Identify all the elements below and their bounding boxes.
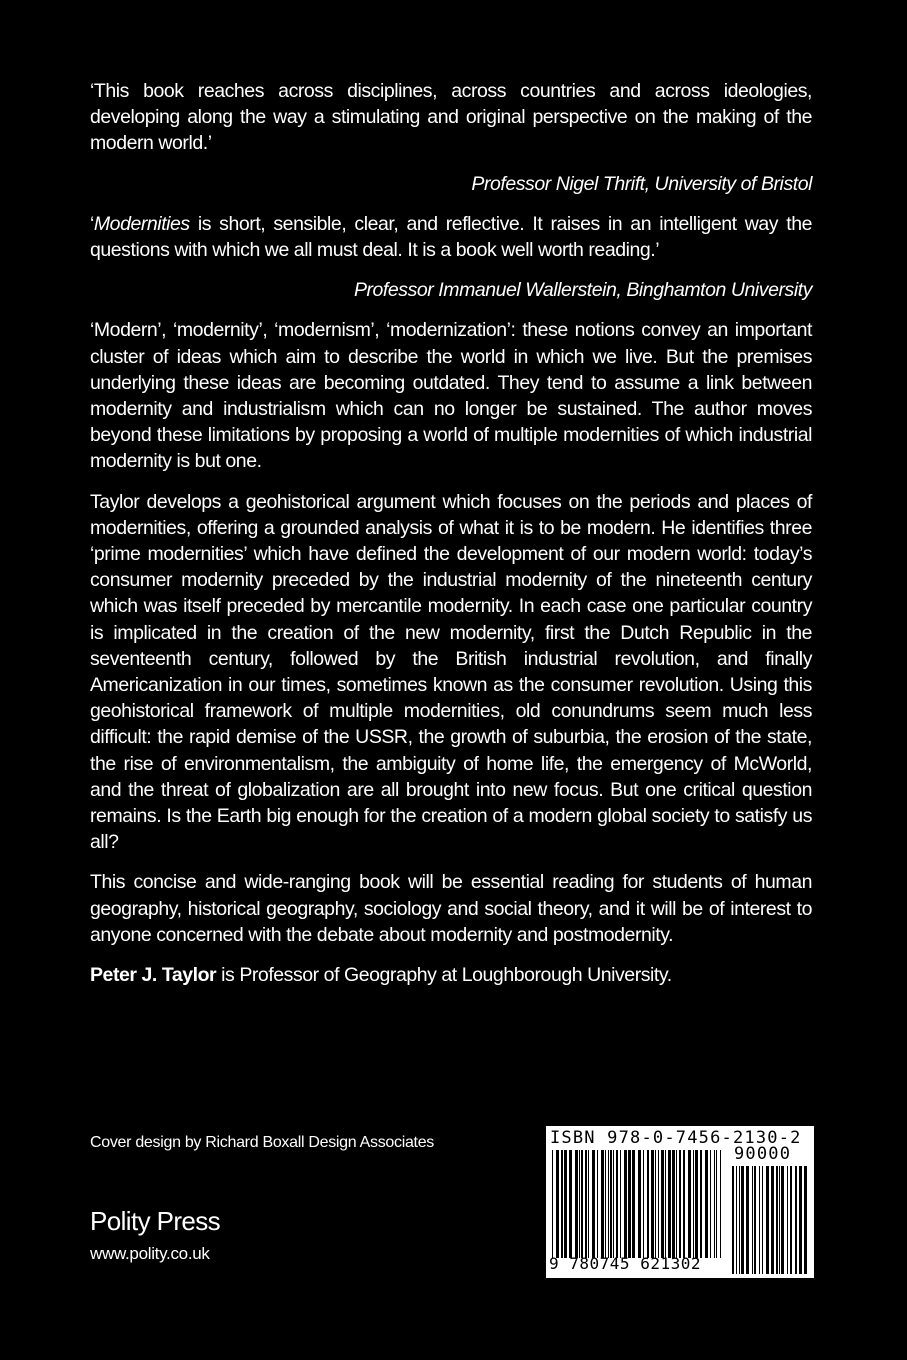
blurb-paragraph-1: ‘Modern’, ‘modernity’, ‘modernism’, ‘modernization’: these notions convey an important cluster of ideas which aim to describe the world in which we live. But the premises underlying these ideas are becoming outdated. They tend to assume a link between modernity and industrialism which can no longer be sustained. The author moves beyond these limitations by proposing a world of multiple modernities of which industrial modernity is but one. (90, 319, 812, 473)
barcode-bar (679, 1150, 681, 1258)
barcode-bar (741, 1166, 744, 1274)
back-cover-text (90, 78, 812, 1002)
barcode-bar (651, 1150, 654, 1258)
barcode-bar (771, 1166, 774, 1274)
barcode-bar (779, 1166, 780, 1274)
ean-barcode-bars (552, 1150, 722, 1258)
quote-thrift-attribution: Professor Nigel Thrift, University of Bristol (471, 172, 812, 195)
barcode-bar (700, 1150, 702, 1258)
barcode-bar (739, 1166, 740, 1274)
barcode-bar (710, 1150, 711, 1258)
barcode-bar (781, 1166, 784, 1274)
blurb-paragraph-2: Taylor develops a geohistorical argument which focuses on the periods and places of modernities, offering a grounded analysis of what it is to be modern. He identifies three ‘prime modernities’ which have defined the development of our modern world: today’s consumer modernity preceded by the industrial modernity of the nineteenth century which was itself preceded by mercantile modernity. In each case one particular country is implicated in the creation of the new modernity, first the Dutch Republic in the seventeenth century, followed by the British industrial revolution, and finally Americanization in our times, sometimes known as the consumer revolution. Using this geohistorical framework of multiple modernities, old conundrums seem much less difficult: the rapid demise of the USSR, the growth of suburbia, the erosion of the state, the rise of environmentalism, the ambiguity of home life, the emergency of McWorld, and the threat of globalization are all brought into new focus. But one critical question remains. Is the Earth big enough for the creation of a modern global society to satisfy us all? (90, 490, 812, 854)
isbn-label: ISBN 978-0-7456-2130-2 (550, 1128, 802, 1148)
quote-wallerstein-text: is short, sensible, clear, and reflective. It raises in an intelligent way the questions with which we all must deal. It is a book well worth reading.’ (90, 212, 812, 262)
barcode-bar (752, 1166, 753, 1274)
author-name: Peter J. Taylor (90, 964, 217, 987)
barcode-bar (552, 1150, 553, 1258)
barcode-bar (693, 1150, 694, 1258)
barcode-bar (776, 1166, 778, 1274)
barcode-bar (736, 1166, 737, 1274)
barcode-bar (655, 1150, 656, 1258)
barcode-bar (732, 1166, 734, 1274)
barcode-bar (608, 1150, 609, 1258)
blurb-paragraph-3: This concise and wide-ranging book will be essential reading for students of human geography, historical geography, sociology and social theory, and it will be of interest to anyone concerned with the debate about modernity and postmodernity. (90, 871, 812, 946)
barcode-bar (620, 1150, 621, 1258)
barcode-bar (638, 1150, 641, 1258)
publisher-website: www.polity.co.uk (90, 1244, 210, 1263)
ean-digits: 9 780745 621302 (549, 1254, 701, 1273)
barcode-bar (632, 1150, 635, 1258)
barcode-bar (605, 1150, 606, 1258)
barcode-bar (746, 1166, 749, 1274)
barcode-bar (628, 1150, 631, 1258)
barcode-bar (610, 1150, 612, 1258)
barcode-bar (581, 1150, 583, 1258)
barcode-bar (705, 1150, 708, 1258)
barcode-bar (762, 1166, 763, 1274)
barcode-bar (695, 1150, 698, 1258)
barcode-bar (799, 1166, 802, 1274)
barcode-bar (624, 1150, 627, 1258)
barcode-bar (556, 1150, 559, 1258)
barcode-bar (688, 1150, 691, 1258)
isbn-barcode (546, 1126, 814, 1278)
addon-barcode-bars (732, 1166, 808, 1274)
quote-wallerstein-attribution: Professor Immanuel Wallerstein, Binghamton University (353, 279, 812, 302)
barcode-bar (588, 1150, 589, 1258)
publisher-name: Polity Press (90, 1206, 221, 1236)
author-bio-text: is Professor of Geography at Loughborough University. (216, 964, 672, 987)
barcode-bar (575, 1150, 578, 1258)
barcode-bar (569, 1150, 572, 1258)
price-addon-code: 90000 (734, 1144, 792, 1164)
barcode-bar (561, 1150, 563, 1258)
barcode-bar (585, 1150, 587, 1258)
barcode-bar (804, 1166, 807, 1274)
barcode-bar (672, 1150, 675, 1258)
barcode-bar (665, 1150, 666, 1258)
cover-design-credit: Cover design by Richard Boxall Design Associates (90, 1134, 434, 1151)
barcode-bar (564, 1150, 567, 1258)
barcode-bar (787, 1166, 788, 1274)
barcode-bar (592, 1150, 595, 1258)
barcode-bar (616, 1150, 618, 1258)
quote-thrift: ‘This book reaches across disciplines, across countries and across ideologies, developing along the way a stimulating and original perspective on the making of the modern world.’ (90, 80, 812, 155)
barcode-bar (754, 1166, 756, 1274)
barcode-bar (790, 1166, 792, 1274)
author-bio (90, 962, 812, 988)
barcode-bar (766, 1166, 769, 1274)
barcode-bar (668, 1150, 671, 1258)
barcode-bar (720, 1150, 721, 1258)
barcode-bar (683, 1150, 685, 1258)
barcode-bar (601, 1150, 604, 1258)
barcode-bar (759, 1166, 760, 1274)
barcode-bar (714, 1150, 715, 1258)
barcode-bar (658, 1150, 659, 1258)
barcode-bar (579, 1150, 580, 1258)
barcode-bar (661, 1150, 664, 1258)
barcode-bar (613, 1150, 614, 1258)
barcode-bar (716, 1150, 717, 1258)
barcode-bar (795, 1166, 797, 1274)
barcode-bar (647, 1150, 649, 1258)
barcode-bar (676, 1150, 677, 1258)
quote-wallerstein: ‘Modernities is short, sensible, clear, and reflective. It raises in an intelligent way the questions with which we all must deal. It is a book well worth reading.’ (90, 212, 812, 262)
book-title: Modernities (93, 212, 190, 235)
barcode-bar (643, 1150, 644, 1258)
barcode-bar (597, 1150, 598, 1258)
